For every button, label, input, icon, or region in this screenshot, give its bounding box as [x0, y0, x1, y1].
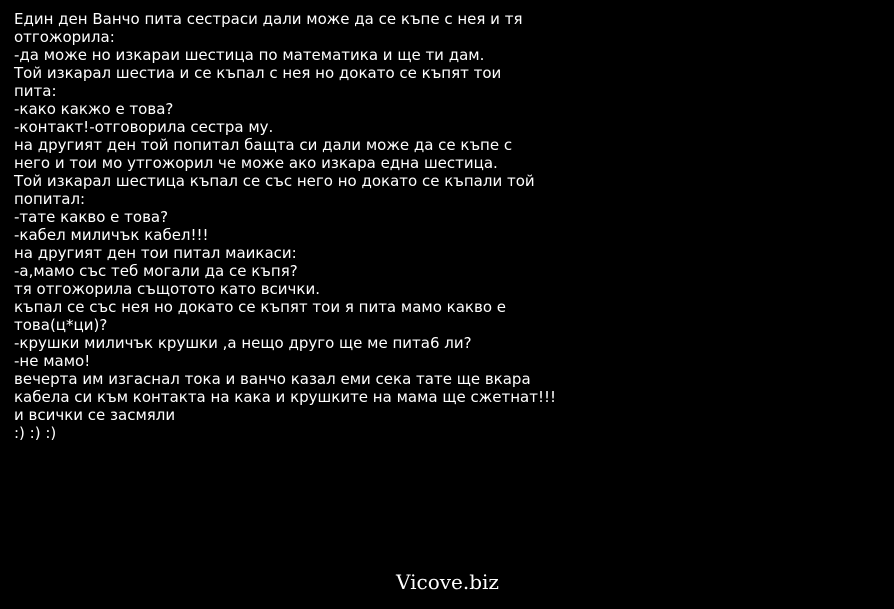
text-line: него и тои мо утгожорил че може ако изкара една шестица.: [14, 154, 498, 172]
text-line: -а,мамо със теб могали да се къпя?: [14, 262, 298, 280]
text-line: попитал:: [14, 190, 86, 208]
text-line: -да може но изкараи шестица по математика и ще ти дам.: [14, 46, 485, 64]
site-watermark: Vicove.biz: [396, 570, 499, 594]
text-line: кабела си към контакта на кака и крушките на мама ще сжетнат!!!: [14, 388, 556, 406]
text-line: къпал се със нея но докато се къпят тои я пита мамо какво е: [14, 298, 506, 316]
text-line: -контакт!-отговорила сестра му.: [14, 118, 274, 136]
text-line: -крушки миличък крушки ,а нещо друго ще ме пита6 ли?: [14, 334, 472, 352]
text-line: Той изкарал шестиа и се къпал с нея но докато се къпят тои: [14, 64, 502, 82]
text-line: това(ц*ци)?: [14, 316, 108, 334]
text-line: Един ден Ванчо пита сестраси дали може да се къпе с нея и тя: [14, 10, 523, 28]
text-line: -не мамо!: [14, 352, 91, 370]
text-line: на другият ден тои питал маикаси:: [14, 244, 297, 262]
text-line: на другият ден той попитал бащта си дали може да се къпе с: [14, 136, 513, 154]
text-line: Той изкарал шестица къпал се със него но докато се къпали той: [14, 172, 535, 190]
text-line: тя отгожорила същотото като всички.: [14, 280, 320, 298]
text-line: вечерта им изгаснал тока и ванчо казал еми сека тате ще вкара: [14, 370, 531, 388]
joke-text: [14, 10, 574, 442]
text-line: и всички се засмяли: [14, 406, 176, 424]
text-line: пита:: [14, 82, 57, 100]
text-line: :) :) :): [14, 424, 57, 442]
text-line: -како какжо е това?: [14, 100, 174, 118]
text-line: отгожорила:: [14, 28, 115, 46]
text-line: -кабел миличък кабел!!!: [14, 226, 209, 244]
text-line: -тате какво е това?: [14, 208, 169, 226]
